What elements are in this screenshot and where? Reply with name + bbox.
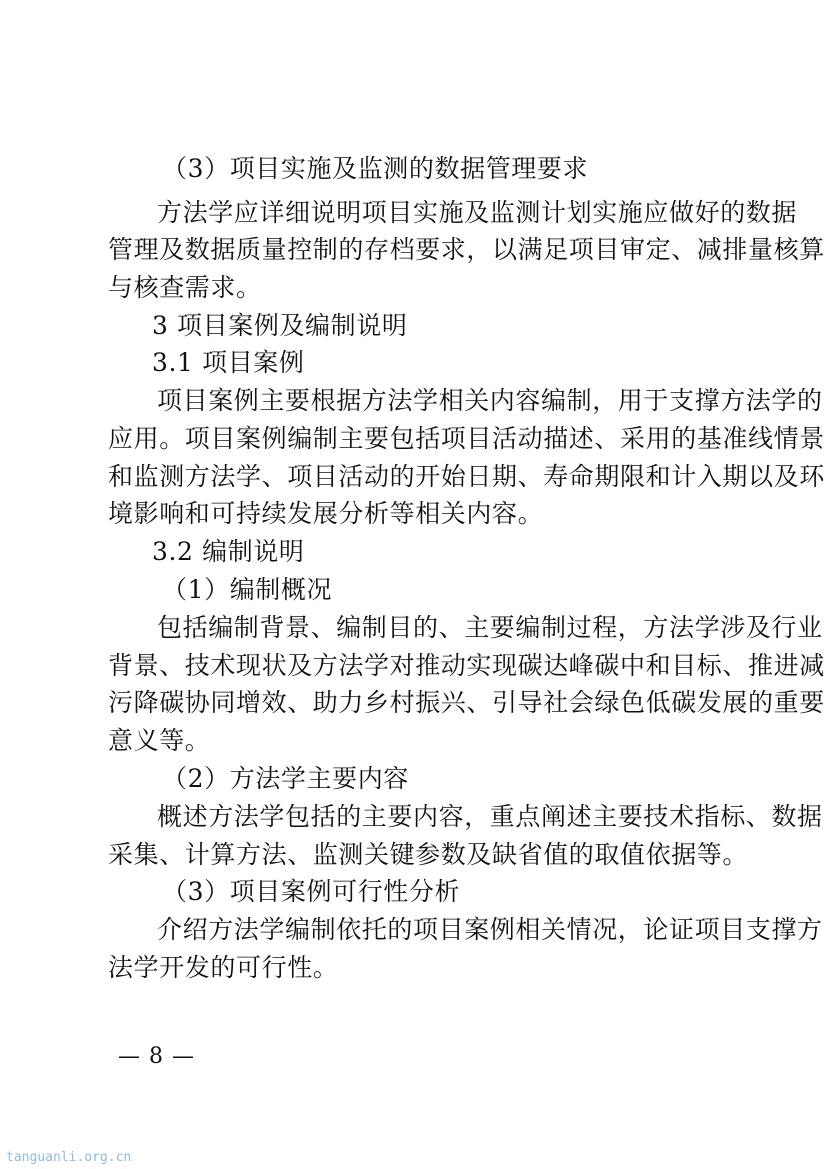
paragraph-line: 介绍方法学编制依托的项目案例相关情况，论证项目支撑方	[157, 915, 823, 944]
paragraph-line: 项目案例主要根据方法学相关内容编制，用于支撑方法学的	[157, 386, 823, 415]
section-heading: 3.1 项目案例	[152, 348, 305, 377]
paragraph-line: 方法学应详细说明项目实施及监测计划实施应做好的数据	[157, 198, 798, 227]
subheading: （1）编制概况	[162, 575, 333, 604]
paragraph-line: 与核查需求。	[108, 273, 262, 302]
page-number: — 8 —	[118, 1044, 195, 1069]
paragraph-line: 和监测方法学、项目活动的开始日期、寿命期限和计入期以及环	[108, 462, 825, 491]
subheading: （3）项目实施及监测的数据管理要求	[162, 154, 589, 183]
paragraph-line: 污降碳协同增效、助力乡村振兴、引导社会绿色低碳发展的重要	[108, 688, 825, 717]
paragraph-line: 采集、计算方法、监测关键参数及缺省值的取值依据等。	[108, 840, 749, 869]
watermark-text: tanguanli.org.cn	[6, 1150, 132, 1165]
section-heading: 3.2 编制说明	[152, 537, 305, 566]
subheading: （2）方法学主要内容	[162, 764, 409, 793]
paragraph-line: 意义等。	[108, 726, 211, 755]
subheading: （3）项目案例可行性分析	[162, 877, 461, 906]
paragraph-line: 法学开发的可行性。	[108, 953, 339, 982]
paragraph-line: 包括编制背景、编制目的、主要编制过程，方法学涉及行业	[157, 613, 823, 642]
paragraph-line: 应用。项目案例编制主要包括项目活动描述、采用的基准线情景	[108, 424, 825, 453]
paragraph-line: 管理及数据质量控制的存档要求，以满足项目审定、减排量核算	[108, 235, 825, 264]
paragraph-line: 境影响和可持续发展分析等相关内容。	[108, 499, 544, 528]
paragraph-line: 背景、技术现状及方法学对推动实现碳达峰碳中和目标、推进减	[108, 651, 825, 680]
section-heading: 3 项目案例及编制说明	[152, 311, 408, 340]
paragraph-line: 概述方法学包括的主要内容，重点阐述主要技术指标、数据	[157, 802, 823, 831]
